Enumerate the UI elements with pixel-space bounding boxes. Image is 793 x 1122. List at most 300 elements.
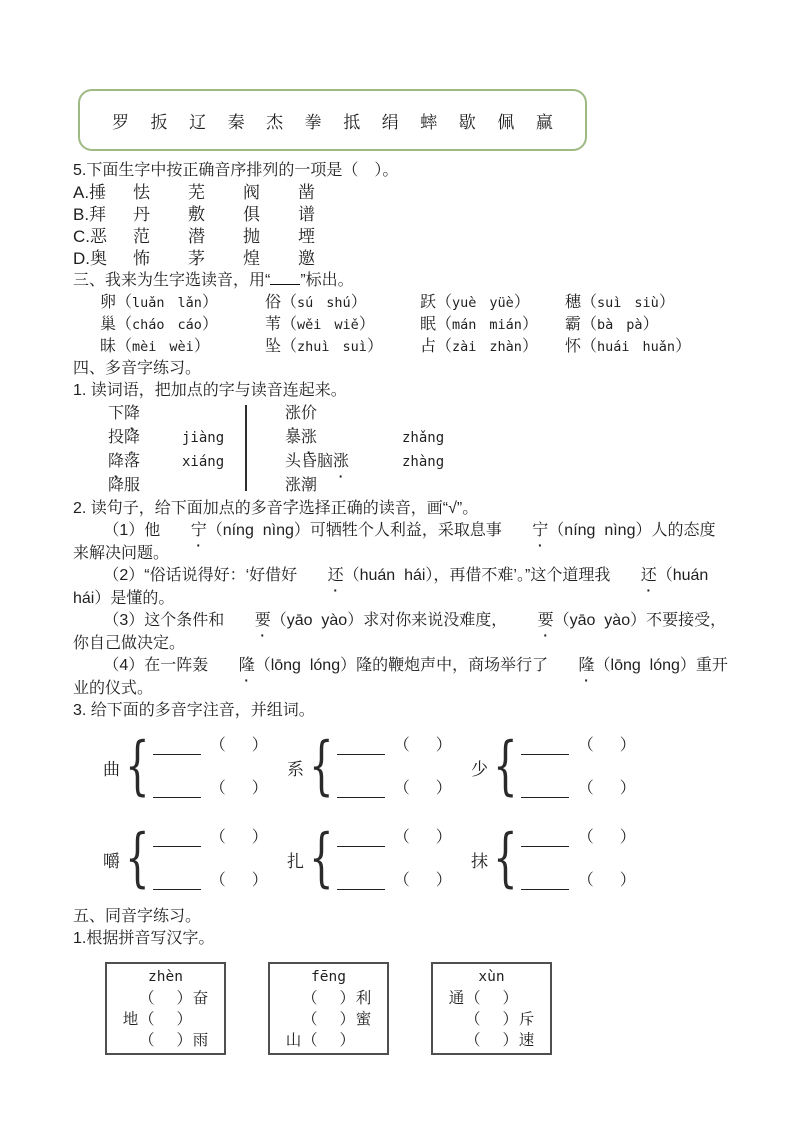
option-char: 怯 xyxy=(133,183,150,202)
target-character: 眠 xyxy=(420,316,437,333)
option-char: 阀 xyxy=(243,183,260,202)
pinyin-option-2: mián xyxy=(489,317,522,333)
text-run: （huán hái）是懂的。 xyxy=(73,567,718,607)
write-blank xyxy=(318,1009,340,1030)
connect-word xyxy=(108,474,182,498)
prefix-char xyxy=(122,1030,139,1051)
suffix-char: 速 xyxy=(518,1032,535,1049)
connect-pinyin: zhàng xyxy=(402,454,445,470)
review-character: 佩 xyxy=(497,112,515,132)
polyphone-group xyxy=(471,729,643,804)
pinyin-blank xyxy=(521,785,569,798)
close-paren: ） xyxy=(619,872,636,889)
open-paren: （ xyxy=(116,316,133,333)
word-part: 下 xyxy=(108,405,125,422)
section3-title-pre: 三、我来为生字选读音，用“ xyxy=(73,272,271,289)
polyphone-character: 曲 xyxy=(103,759,120,779)
review-character: 拳 xyxy=(304,112,322,132)
answer-lines xyxy=(521,828,636,890)
connect-pinyin: jiàng xyxy=(182,430,225,446)
write-blank xyxy=(318,988,340,1009)
open-paren: （ xyxy=(464,1032,481,1049)
target-character: 卵 xyxy=(100,294,117,311)
open-paren: （ xyxy=(209,872,226,889)
connect-right-pinyin xyxy=(402,402,444,498)
close-paren: ） xyxy=(513,294,530,311)
option-char: 潜 xyxy=(188,227,205,246)
open-paren: （ xyxy=(581,294,598,311)
pinyin-option-1: mán xyxy=(452,317,477,333)
word-part: 投 xyxy=(108,429,125,446)
polyphone-character: 系 xyxy=(287,759,304,779)
option-char: 茅 xyxy=(188,249,205,268)
word-part: 潮 xyxy=(301,477,318,494)
option-label-and-char: D.奥 xyxy=(73,249,107,268)
close-paren: ） xyxy=(502,1032,519,1049)
box-pinyin: zhèn xyxy=(148,969,183,985)
pinyin-option-1: yuè xyxy=(452,295,477,311)
section5-title: 五、同音字练习。 xyxy=(73,908,202,925)
close-paren: ） xyxy=(358,316,375,333)
option-char: 抛 xyxy=(243,227,260,246)
sentence xyxy=(73,655,730,700)
answer-lines xyxy=(153,828,268,890)
dotted-char: 隆 xyxy=(578,657,595,674)
q5-options xyxy=(73,182,740,270)
connect-pinyin: zhǎng xyxy=(402,430,445,446)
pinyin-option-1: sú xyxy=(297,295,314,311)
pinyin-option-1: zài xyxy=(452,339,477,355)
target-character: 昧 xyxy=(100,338,117,355)
review-character: 赢 xyxy=(535,112,553,132)
open-paren: （ xyxy=(138,1011,155,1028)
pinyin-option-2: pà xyxy=(626,317,643,333)
close-paren: ） xyxy=(502,990,519,1007)
pinyin-choice-item xyxy=(420,292,565,314)
open-paren: （ xyxy=(138,990,155,1007)
prefix-char: 通 xyxy=(448,990,465,1007)
q5-option xyxy=(73,226,740,248)
pinyin-option-2: wiě xyxy=(334,317,359,333)
polyphone-group xyxy=(471,821,643,896)
text-run: （2）“俗话说得好：‘好借好 xyxy=(103,567,298,584)
dotted-char: 宁 xyxy=(190,522,207,539)
review-character: 秦 xyxy=(227,112,245,132)
dotted-char: 涨 xyxy=(285,405,302,422)
prefix-char xyxy=(285,988,302,1009)
dotted-char: 还 xyxy=(640,567,657,584)
section3-title-post: ”标出。 xyxy=(300,272,354,289)
close-paren: ） xyxy=(619,780,636,797)
review-character: 辽 xyxy=(189,112,207,132)
connect-word xyxy=(108,402,182,426)
brace-exercise xyxy=(73,729,740,896)
open-paren: （ xyxy=(464,1011,481,1028)
answer-line xyxy=(521,781,636,798)
review-character: 绢 xyxy=(381,112,399,132)
pinyin-option-2: yüè xyxy=(489,295,514,311)
word-part: 服 xyxy=(124,477,141,494)
open-paren: （ xyxy=(436,338,453,355)
answer-line xyxy=(337,830,452,847)
open-paren: （ xyxy=(209,829,226,846)
section4-ex2-title: 2. 读句子，给下面加点的多音字选择正确的读音，画“√”。 xyxy=(73,500,479,517)
connect-exercise xyxy=(108,402,740,498)
open-paren: （ xyxy=(209,780,226,797)
word-part: 价 xyxy=(301,405,318,422)
polyphone-character: 嚼 xyxy=(103,851,120,871)
text-run: （4）在一阵轰 xyxy=(103,657,209,674)
dotted-char: 降 xyxy=(108,453,125,470)
pinyin-choice-item xyxy=(100,292,265,314)
pinyin-blank xyxy=(337,785,385,798)
box-pinyin: fēng xyxy=(311,969,346,985)
answer-line xyxy=(521,738,636,755)
option-char: 怖 xyxy=(133,249,150,268)
connect-word xyxy=(285,450,402,474)
suffix-char xyxy=(518,988,535,1009)
connect-left-words xyxy=(108,402,182,498)
option-label-and-char: A.捶 xyxy=(73,183,107,202)
box-line xyxy=(433,1030,550,1051)
connect-word xyxy=(108,450,182,474)
close-paren: ） xyxy=(251,829,268,846)
pinyin-blank xyxy=(521,742,569,755)
text-run: （1）他 xyxy=(103,522,161,539)
pinyin-choice-item xyxy=(565,314,740,336)
polyphone-group xyxy=(287,729,459,804)
target-character: 跃 xyxy=(420,294,437,311)
close-paren: ） xyxy=(435,737,452,754)
pinyin-option-2: zhàn xyxy=(489,339,522,355)
pinyin-option-1: luǎn xyxy=(132,295,165,311)
open-paren: （ xyxy=(393,872,410,889)
open-paren: （ xyxy=(581,338,598,355)
close-paren: ） xyxy=(521,338,538,355)
pinyin-option-1: wěi xyxy=(297,317,322,333)
section4-title: 四、多音字练习。 xyxy=(73,360,202,377)
dotted-char: 涨 xyxy=(333,453,350,470)
close-paren: ） xyxy=(350,294,367,311)
pinyin-blank xyxy=(153,877,201,890)
target-character: 霸 xyxy=(565,316,582,333)
close-paren: ） xyxy=(521,316,538,333)
option-char: 芜 xyxy=(188,183,205,202)
open-paren: （ xyxy=(281,338,298,355)
connect-pinyin: xiáng xyxy=(182,454,225,470)
dotted-char: 降 xyxy=(108,477,125,494)
option-label-and-char: C.恶 xyxy=(73,227,107,246)
suffix-char: 奋 xyxy=(192,990,209,1007)
brace-row xyxy=(103,821,740,896)
close-paren: ） xyxy=(176,1032,193,1049)
box-line xyxy=(433,988,550,1009)
curly-brace: { xyxy=(125,729,150,804)
box-line xyxy=(107,1009,224,1030)
homophone-boxes xyxy=(105,962,740,1055)
dotted-char: 涨 xyxy=(301,429,318,446)
close-paren: ） xyxy=(366,338,383,355)
review-character: 扳 xyxy=(150,112,168,132)
write-blank xyxy=(481,988,503,1009)
target-character: 穗 xyxy=(565,294,582,311)
option-char: 丹 xyxy=(133,205,150,224)
q5-title: 5.下面生字中按正确音序排列的一项是（ ）。 xyxy=(73,162,399,179)
write-blank xyxy=(481,1030,503,1051)
review-character: 蟀 xyxy=(420,112,438,132)
suffix-char xyxy=(355,1030,372,1051)
answer-lines xyxy=(153,736,268,798)
sentence-list xyxy=(73,520,730,700)
close-paren: ） xyxy=(435,780,452,797)
sentence xyxy=(73,610,730,655)
q5-option xyxy=(73,204,740,226)
dotted-char: 要 xyxy=(254,612,271,629)
dotted-char: 要 xyxy=(537,612,554,629)
write-blank xyxy=(155,1009,177,1030)
homophone-box xyxy=(431,962,552,1055)
close-paren: ） xyxy=(619,829,636,846)
polyphone-group xyxy=(103,729,275,804)
close-paren: ） xyxy=(176,990,193,1007)
close-paren: ） xyxy=(251,872,268,889)
connect-word xyxy=(108,426,182,450)
pinyin-blank xyxy=(337,877,385,890)
pinyin-blank xyxy=(153,785,201,798)
homophone-box xyxy=(268,962,389,1055)
option-char: 敷 xyxy=(188,205,205,224)
connect-left-pinyin xyxy=(182,402,245,498)
underline-blank xyxy=(270,271,300,285)
open-paren: （ xyxy=(577,872,594,889)
answer-line xyxy=(153,830,268,847)
prefix-char xyxy=(285,1009,302,1030)
suffix-char: 蜜 xyxy=(355,1011,372,1028)
open-paren: （ xyxy=(577,737,594,754)
review-character: 抵 xyxy=(343,112,361,132)
connect-right-words xyxy=(285,402,402,498)
open-paren: （ xyxy=(301,1032,318,1049)
close-paren: ） xyxy=(502,1011,519,1028)
section4-ex3-title: 3. 给下面的多音字注音，并组词。 xyxy=(73,702,315,719)
box-line xyxy=(107,1030,224,1051)
pinyin-choice-grid xyxy=(100,292,740,358)
write-blank xyxy=(481,1009,503,1030)
close-paren: ） xyxy=(193,338,210,355)
prefix-char xyxy=(122,988,139,1009)
open-paren: （ xyxy=(581,316,598,333)
curly-brace: { xyxy=(493,821,518,896)
open-paren: （ xyxy=(393,829,410,846)
target-character: 占 xyxy=(420,338,437,355)
review-character: 杰 xyxy=(266,112,284,132)
write-blank xyxy=(155,988,177,1009)
dotted-char: 降 xyxy=(124,405,141,422)
open-paren: （ xyxy=(436,316,453,333)
target-character: 苇 xyxy=(265,316,282,333)
divider-line xyxy=(245,405,247,491)
close-paren: ） xyxy=(658,294,675,311)
answer-lines xyxy=(337,828,452,890)
pinyin-blank xyxy=(153,742,201,755)
pinyin-option-1: suì xyxy=(597,295,622,311)
close-paren: ） xyxy=(339,990,356,1007)
polyphone-character: 扎 xyxy=(287,851,304,871)
option-char: 邀 xyxy=(298,249,315,268)
polyphone-group xyxy=(287,821,459,896)
dotted-char: 宁 xyxy=(532,522,549,539)
pinyin-option-2: huǎn xyxy=(642,339,676,355)
pinyin-blank xyxy=(521,834,569,847)
close-paren: ） xyxy=(251,780,268,797)
sentence xyxy=(73,520,730,565)
brace-row xyxy=(103,729,740,804)
open-paren: （ xyxy=(577,780,594,797)
polyphone-group xyxy=(103,821,275,896)
answer-lines xyxy=(337,736,452,798)
text-run: （huán hái），再借不难’。”这个道理我 xyxy=(343,567,611,584)
pinyin-option-2: shú xyxy=(326,295,351,311)
write-blank xyxy=(155,1030,177,1051)
pinyin-choice-item xyxy=(265,336,420,358)
review-character: 歇 xyxy=(458,112,476,132)
prefix-char xyxy=(448,1009,465,1030)
open-paren: （ xyxy=(301,990,318,1007)
prefix-char xyxy=(448,1030,465,1051)
pinyin-choice-item xyxy=(100,336,265,358)
sentence xyxy=(73,565,730,610)
answer-line xyxy=(337,873,452,890)
pinyin-blank xyxy=(153,834,201,847)
option-char: 俱 xyxy=(243,205,260,224)
close-paren: ） xyxy=(176,1011,193,1028)
close-paren: ） xyxy=(675,338,692,355)
write-blank xyxy=(318,1030,340,1051)
text-run: （lōng lóng）重开业的仪式。 xyxy=(73,657,728,697)
option-char: 煌 xyxy=(243,249,260,268)
answer-line xyxy=(153,781,268,798)
close-paren: ） xyxy=(619,737,636,754)
option-label-and-char: B.拜 xyxy=(73,205,107,224)
answer-line xyxy=(521,873,636,890)
open-paren: （ xyxy=(209,737,226,754)
dotted-char: 涨 xyxy=(285,477,302,494)
homophone-box xyxy=(105,962,226,1055)
pinyin-blank xyxy=(521,877,569,890)
connect-pinyin xyxy=(402,402,444,426)
dotted-char: 隆 xyxy=(238,657,255,674)
word-part: 暴 xyxy=(285,429,302,446)
box-line xyxy=(107,988,224,1009)
suffix-char: 利 xyxy=(355,990,372,1007)
curly-brace: { xyxy=(309,729,334,804)
dotted-char: 还 xyxy=(327,567,344,584)
prefix-char: 地 xyxy=(122,1011,139,1028)
connect-word xyxy=(285,426,402,450)
answer-line xyxy=(153,873,268,890)
suffix-char: 雨 xyxy=(192,1032,209,1049)
curly-brace: { xyxy=(309,821,334,896)
open-paren: （ xyxy=(138,1032,155,1049)
close-paren: ） xyxy=(339,1011,356,1028)
q5-option xyxy=(73,182,740,204)
char-box xyxy=(78,89,587,151)
text-run: （3）这个条件和 xyxy=(103,612,225,629)
connect-word xyxy=(285,402,402,426)
close-paren: ） xyxy=(339,1032,356,1049)
box-line xyxy=(433,1009,550,1030)
text-run: （níng nìng）可牺牲个人利益，采取息事 xyxy=(206,522,502,539)
option-char: 堙 xyxy=(298,227,315,246)
connect-pinyin xyxy=(182,474,245,498)
pinyin-choice-item xyxy=(565,336,740,358)
section3-title xyxy=(73,270,740,292)
suffix-char: 斥 xyxy=(518,1011,535,1028)
review-character: 罗 xyxy=(112,112,129,132)
open-paren: （ xyxy=(281,316,298,333)
box-pinyin: xùn xyxy=(478,969,505,985)
answer-line xyxy=(337,781,452,798)
open-paren: （ xyxy=(393,780,410,797)
answer-line xyxy=(521,830,636,847)
open-paren: （ xyxy=(436,294,453,311)
box-line xyxy=(270,988,387,1009)
curly-brace: { xyxy=(125,821,150,896)
section4-ex1-title: 1. 读词语，把加点的字与读音连起来。 xyxy=(73,382,347,399)
answer-line xyxy=(153,738,268,755)
target-character: 坠 xyxy=(265,338,282,355)
dotted-char: 降 xyxy=(124,429,141,446)
target-character: 巢 xyxy=(100,316,117,333)
curly-brace: { xyxy=(493,729,518,804)
pinyin-option-1: zhuì xyxy=(297,339,330,355)
polyphone-character: 少 xyxy=(471,759,488,779)
prefix-char: 山 xyxy=(285,1032,302,1049)
close-paren: ） xyxy=(435,872,452,889)
pinyin-option-1: mèi xyxy=(132,339,157,355)
pinyin-option-2: cáo xyxy=(177,317,202,333)
pinyin-option-2: lǎn xyxy=(177,295,202,311)
pinyin-option-1: cháo xyxy=(132,317,165,333)
section5-ex1-title: 1.根据拼音写汉字。 xyxy=(73,930,215,947)
pinyin-choice-item xyxy=(420,314,565,336)
text-run: （yāo yào）求对你来说没难度， xyxy=(270,612,508,629)
target-character: 怀 xyxy=(565,338,582,355)
pinyin-choice-item xyxy=(100,314,265,336)
pinyin-option-2: siù xyxy=(634,295,659,311)
text-run: （lōng lóng）隆的鞭炮声中，商场举行了 xyxy=(254,657,549,674)
pinyin-option-1: huái xyxy=(597,339,630,355)
pinyin-choice-item xyxy=(265,292,420,314)
polyphone-character: 抹 xyxy=(471,851,488,871)
text-run: （níng nìng）人的态度来解决问题。 xyxy=(73,522,716,562)
open-paren: （ xyxy=(577,829,594,846)
target-character: 俗 xyxy=(265,294,282,311)
pinyin-choice-item xyxy=(265,314,420,336)
option-char: 凿 xyxy=(298,183,315,202)
close-paren: ） xyxy=(251,737,268,754)
open-paren: （ xyxy=(464,990,481,1007)
answer-line xyxy=(337,738,452,755)
pinyin-choice-item xyxy=(565,292,740,314)
connect-word xyxy=(285,474,402,498)
answer-lines xyxy=(521,736,636,798)
open-paren: （ xyxy=(281,294,298,311)
connect-pinyin xyxy=(182,402,245,426)
open-paren: （ xyxy=(116,338,133,355)
option-char: 范 xyxy=(133,227,150,246)
pinyin-blank xyxy=(337,834,385,847)
